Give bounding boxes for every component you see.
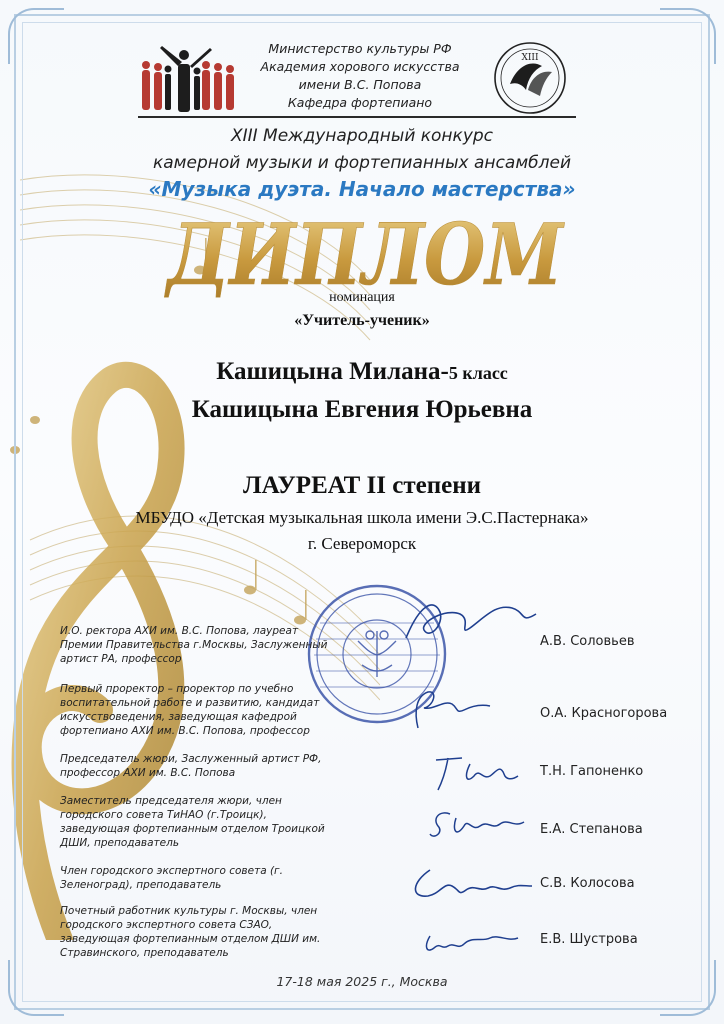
handwritten-signature (400, 750, 540, 800)
org-line: Министерство культуры РФ (268, 41, 452, 56)
date-place: 17-18 мая 2025 г., Москва (276, 974, 448, 989)
teacher-name: Кашицына Евгения Юрьевна (191, 396, 533, 423)
award-title: ЛАУРЕАТ II степени (242, 472, 482, 499)
handwritten-signature (400, 682, 540, 732)
signatory-row (60, 904, 680, 964)
org-line: Академия хорового искусства (260, 59, 460, 74)
contest-title-line-1: XIII Международный конкурс (230, 126, 494, 146)
signatory-name: Е.А. Степанова (540, 822, 643, 837)
signatory-title: Первый проректор – проректор по учебно воспитательной работе и развитию, кандидат искусствоведения, заведующая кафедрой фортепиано АХИ им. В.С. Попова, профессор (60, 683, 320, 737)
handwritten-signature (400, 856, 540, 906)
signatory-row (60, 682, 680, 742)
signatory-name: Е.В. Шустрова (540, 932, 638, 947)
org-line: имени В.С. Попова (298, 77, 422, 92)
school-name: МБУДО «Детская музыкальная школа имени Э.С.Пастернака» (135, 508, 589, 527)
svg-text:XIII: XIII (521, 53, 539, 63)
frame-corner (8, 8, 64, 64)
contest-motto: «Музыка дуэта. Начало мастерства» (148, 177, 576, 201)
signatory-title: Почетный работник культуры г. Москвы, член городского экспертного совета СЗАО, заведующая фортепианным отделом ДШИ им. Стравинского, преподаватель (60, 905, 321, 959)
diploma-title-text: ДИПЛОМ (163, 205, 566, 302)
signatory-name: С.В. Колосова (540, 876, 635, 891)
handwritten-signature (400, 594, 540, 644)
frame-corner (660, 8, 716, 64)
signatory-title: Председатель жюри, Заслуженный артист РФ, профессор АХИ им. В.С. Попова (60, 753, 322, 779)
handwritten-signature (400, 800, 540, 850)
signatory-title: Член городского экспертного совета (г. Зеленоград), преподаватель (60, 865, 283, 891)
signatory-name: О.А. Красногорова (540, 706, 668, 721)
diploma-heading (160, 202, 570, 302)
org-line: Кафедра фортепиано (287, 95, 433, 110)
participant-name: Кашицына Милана- (216, 358, 449, 385)
organization-header (244, 40, 476, 112)
signatory-row (60, 624, 680, 684)
signatory-title: И.О. ректора АХИ им. В.С. Попова, лауреат Премии Правительства г.Москвы, Заслуженный артист РА, профессор (60, 625, 328, 665)
participant-line (0, 358, 724, 386)
contest-title-line-2: камерной музыки и фортепианных ансамблей (152, 153, 571, 173)
academy-choir-logo (138, 40, 238, 116)
signatory-name: Т.Н. Гапоненко (540, 764, 644, 779)
signatory-title: Заместитель председателя жюри, член городского совета ТиНАО (г.Троицк), заведующая фортепианным отделом Троицкой ДШИ, преподаватель (60, 795, 325, 849)
handwritten-signature (400, 916, 540, 966)
music-duet-emblem (492, 40, 568, 116)
city-name: г. Североморск (307, 534, 417, 553)
signatory-row (60, 794, 680, 854)
nomination-value: «Учитель-ученик» (294, 312, 430, 329)
header-divider (138, 116, 576, 118)
signatory-name: А.В. Соловьев (540, 634, 635, 649)
nomination-label: номинация (329, 290, 395, 305)
participant-grade: 5 класс (448, 363, 508, 383)
